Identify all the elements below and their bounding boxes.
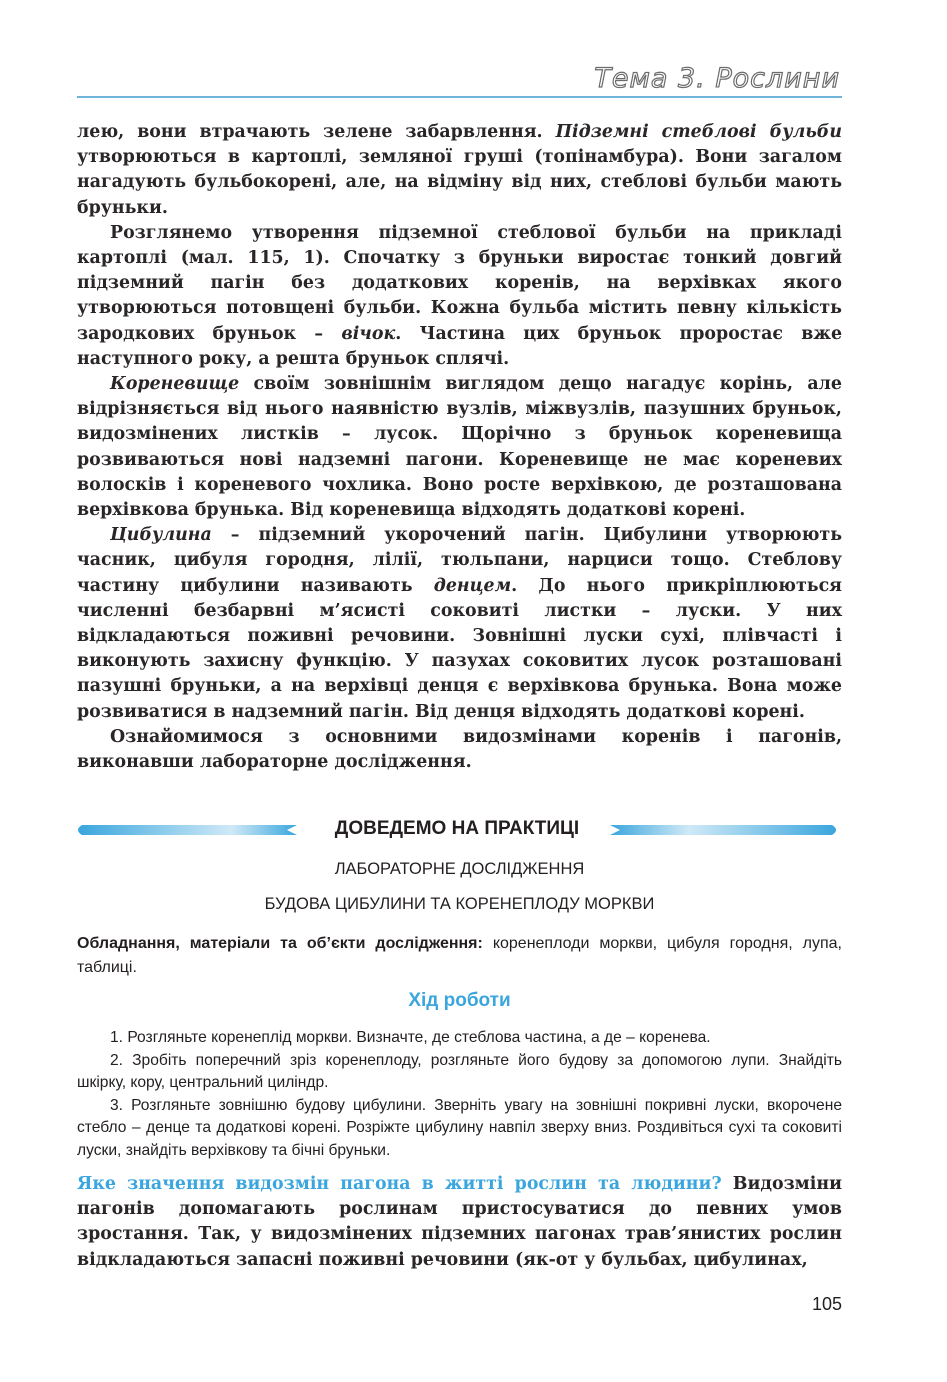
equipment-label: Обладнання, матеріали та об’єкти дослідження: [77, 935, 483, 952]
text-run: лею, вони втрачають зелене забарвлення. [77, 122, 556, 142]
list-item: 2. Зробіть поперечний зріз коренеплоду, розгляньте його будову за допомогою лупи. Знайдіть шкірку, кору, центральний циліндр. [77, 1051, 842, 1092]
list-item: 1. Розгляньте коренеплід моркви. Визначте, де стеблова частина, а де – коренева. [110, 1029, 711, 1046]
term-highlight: Цибулина [110, 525, 212, 546]
term-highlight: Підземні стеблові бульби [555, 122, 843, 142]
term-highlight: денцем [433, 575, 512, 596]
text-run: . Частина цих бруньок проростає вже наступного року, а решта бруньок сплячі. [77, 323, 843, 369]
paragraph [77, 1172, 842, 1273]
list-item: 3. Розгляньте зовнішню будову цибулини. Зверніть увагу на зовнішні покривні луски, вкорочене стебло – денце та додаткові корені. Розріжте цибулину навпіл зверху вниз. Роздивіться сухі та соковиті луски, знайдіть верхівкову та бічні бруньки. [77, 1096, 842, 1159]
banner-title: ДОВЕДЕМО НА ПРАКТИЦІ [334, 818, 580, 839]
term-highlight: Кореневище [110, 374, 240, 395]
main-text-block [77, 120, 842, 775]
paragraph [77, 221, 842, 372]
lab-subtitle: БУДОВА ЦИБУЛИНИ ТА КОРЕНЕПЛОДУ МОРКВИ [264, 895, 655, 913]
paragraph [77, 120, 842, 221]
closing-text-block [77, 1172, 842, 1273]
text-run: – підземний укорочений пагін. Цибулини утворюють часник, цибуля городня, лілії, тюльпани, нарциси тощо. Стеблову частину цибулини називають [77, 525, 842, 596]
steps-list [77, 1027, 842, 1163]
equipment-paragraph [77, 932, 842, 980]
text-run: . До нього прикріплюються численні безбарвні м’ясисті соковиті листки – луски. У них відкладаються поживні речовини. Зовнішні луски сухі, плівчасті і виконують захисну функцію. У пазухах соковитих лусок розташовані пазушні бруньки, а на верхівці денця є верхівкова брунька. Вона може розвиватися в надземний пагін. Від денця відходять додаткові корені. [77, 575, 843, 722]
paragraph [77, 523, 842, 725]
paragraph [77, 372, 842, 523]
lab-title: ЛАБОРАТОРНЕ ДОСЛІДЖЕННЯ [334, 860, 585, 878]
paragraph: Ознайомимося з основними видозмінами коренів і пагонів, виконавши лабораторне дослідження. [77, 726, 842, 773]
steps-title: Хід роботи [408, 990, 511, 1011]
text-run: своїм зовнішнім виглядом дещо нагадує корінь, але відрізняється від нього наявністю вузлів, міжвузлів, пазушних бруньок, видозмінених листків – лусок. Щорічно з бруньок кореневища розвиваються нові надземні пагони. Кореневище не має кореневих волосків і кореневого чохлика. Воно росте верхівкою, де розташована верхівкова брунька. Від кореневища відходять додаткові корені. [77, 374, 842, 521]
equipment-text: коренеплоди моркви, цибуля городня, лупа, таблиці. [77, 935, 843, 976]
page-header [77, 54, 842, 98]
header-title: Тема 3. Рослини [594, 63, 840, 94]
text-run: утворюються в картоплі, земляної груші (топінамбура). Вони загалом нагадують бульбокорені, але, на відміну від них, стеблові бульби мають бруньки. [77, 147, 842, 218]
practice-banner [72, 816, 842, 844]
term-highlight: вічок [341, 323, 396, 344]
text-run: Видозміни пагонів допомагають рослинам пристосуватися до певних умов зростання. Так, у видозмінених підземних пагонах трав’янистих рослин відкладаються запасні поживні речовини (як-от у бульбах, цибулинах, [77, 1174, 843, 1270]
question-highlight: Яке значення видозмін пагона в житті рослин та людини? [77, 1174, 722, 1194]
text-run: Розглянемо утворення підземної стеблової бульби на прикладі картоплі (мал. 115, 1). Спочатку з бруньки виростає тонкий довгий підземний пагін без додаткових коренів, на верхівках якого утворюються потовщені бульби. Кожна бульба містить певну кількість зародкових бруньок – [77, 222, 842, 344]
page-number: 105 [811, 1294, 842, 1314]
